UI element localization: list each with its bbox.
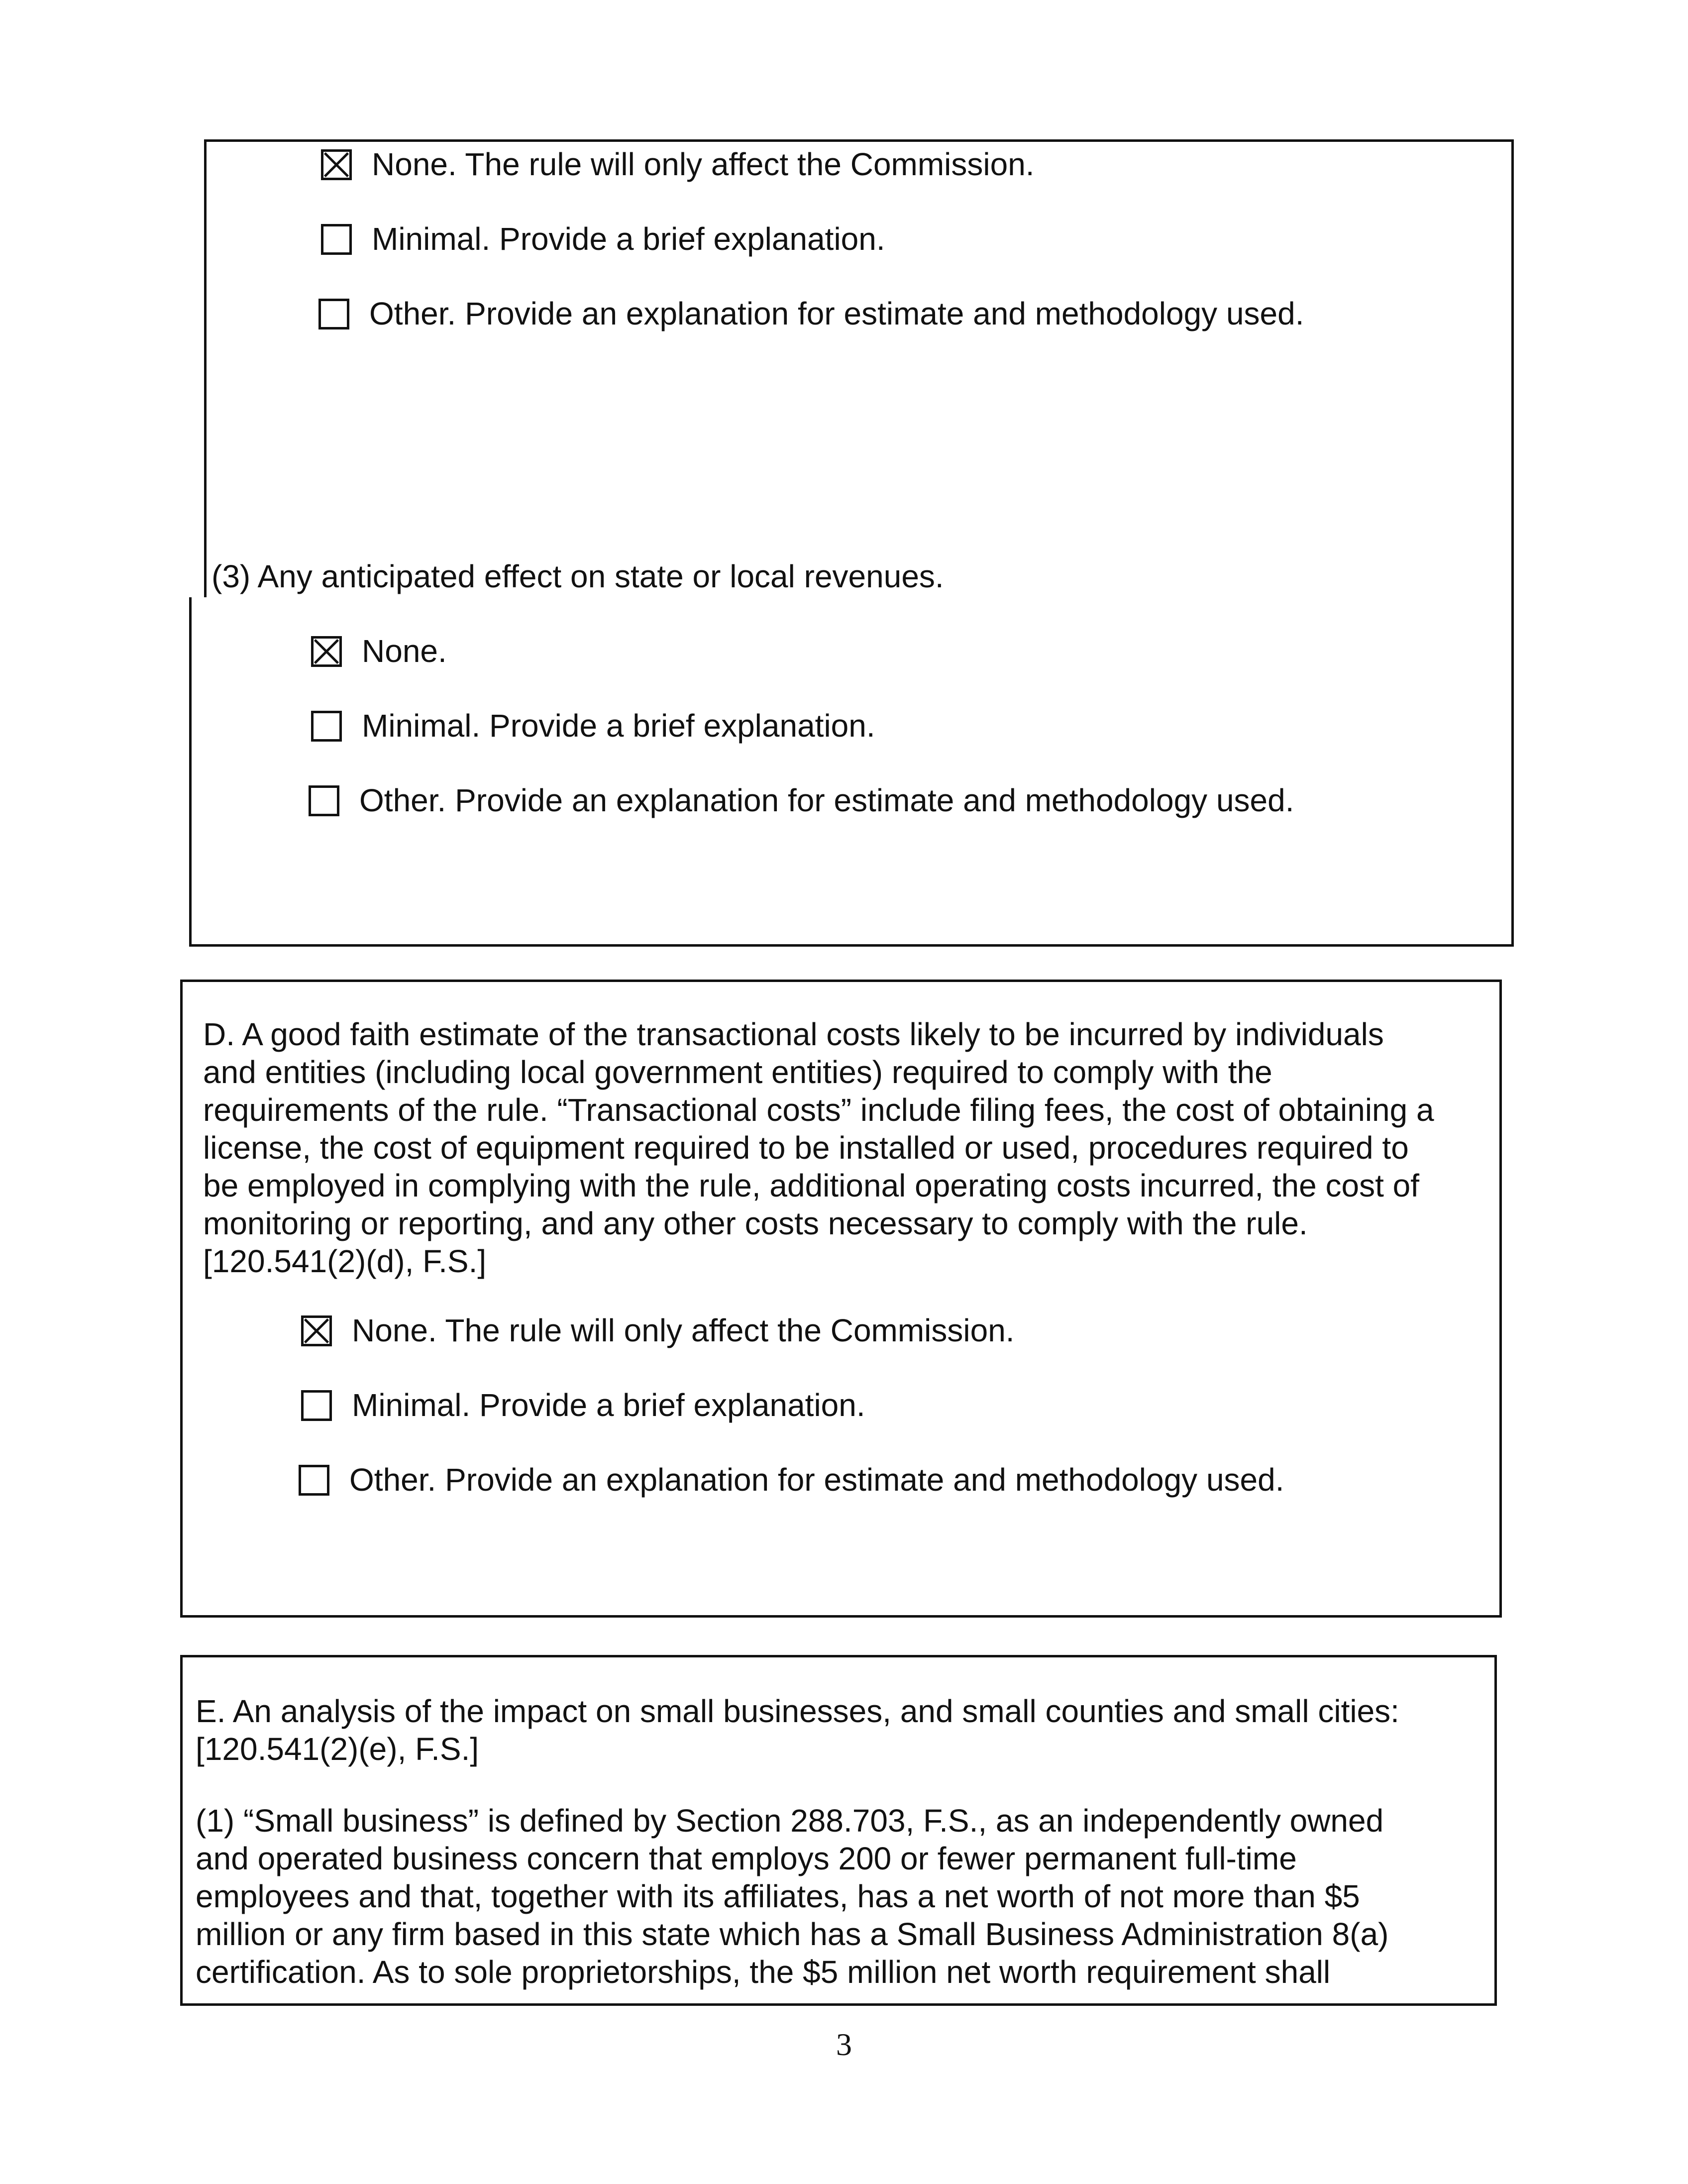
option-other-q3: Other. Provide an explanation for estimate and methodology used. [309, 781, 1294, 819]
checked-checkbox-icon[interactable] [301, 1315, 332, 1346]
option-other-c2: Other. Provide an explanation for estimate and methodology used. [318, 295, 1304, 332]
checkbox-icon[interactable] [299, 1465, 329, 1496]
section-d-line-3: requirements of the rule. “Transactional costs” include filing fees, the cost of obtaining a [203, 1092, 1434, 1128]
option-minimal-c2: Minimal. Provide a brief explanation. [321, 220, 885, 258]
checked-checkbox-icon[interactable] [311, 636, 342, 667]
section-d-line-6: monitoring or reporting, and any other costs necessary to comply with the rule. [203, 1205, 1308, 1241]
section-e-para-line-3: employees and that, together with its affiliates, has a net worth of not more than $5 [196, 1878, 1360, 1914]
section-d-line-2: and entities (including local government entities) required to comply with the [203, 1054, 1272, 1090]
option-minimal-d: Minimal. Provide a brief explanation. [301, 1386, 865, 1424]
option-minimal-q3: Minimal. Provide a brief explanation. [311, 707, 875, 745]
checkbox-icon[interactable] [301, 1390, 332, 1421]
section-c-box-left-ext [189, 597, 207, 947]
section-e-para-line-4: million or any firm based in this state which has a Small Business Administration 8(a) [196, 1916, 1389, 1952]
option-none-commission-d: None. The rule will only affect the Commission. [301, 1311, 1015, 1349]
option-none-q3: None. [311, 632, 447, 670]
section-d-line-5: be employed in complying with the rule, additional operating costs incurred, the cost of [203, 1168, 1420, 1203]
checked-checkbox-icon[interactable] [321, 149, 352, 180]
checkbox-icon[interactable] [321, 224, 352, 255]
section-e-para-line-5: certification. As to sole proprietorships, the $5 million net worth requirement shall [196, 1954, 1331, 1990]
page-number: 3 [836, 2027, 852, 2062]
section-e-para-line-1: (1) “Small business” is defined by Section 288.703, F.S., as an independently owned [196, 1803, 1384, 1839]
section-c-box [204, 139, 1514, 947]
option-none-commission-c2: None. The rule will only affect the Commission. [321, 145, 1035, 183]
section-d-line-1: D. A good faith estimate of the transactional costs likely to be incurred by individuals [203, 1016, 1384, 1052]
question-3-heading: (3) Any anticipated effect on state or local revenues. [211, 558, 944, 594]
checkbox-icon[interactable] [311, 711, 342, 742]
section-e-para-line-2: and operated business concern that employs 200 or fewer permanent full-time [196, 1841, 1297, 1876]
section-d-line-7: [120.541(2)(d), F.S.] [203, 1243, 487, 1279]
option-other-d: Other. Provide an explanation for estimate and methodology used. [299, 1461, 1284, 1499]
section-d-line-4: license, the cost of equipment required to be installed or used, procedures required to [203, 1130, 1409, 1166]
checkbox-icon[interactable] [318, 299, 349, 329]
section-e-heading-line-1: E. An analysis of the impact on small businesses, and small counties and small cities: [196, 1693, 1399, 1729]
section-e-heading-line-2: [120.541(2)(e), F.S.] [196, 1731, 479, 1767]
checkbox-icon[interactable] [309, 785, 339, 816]
